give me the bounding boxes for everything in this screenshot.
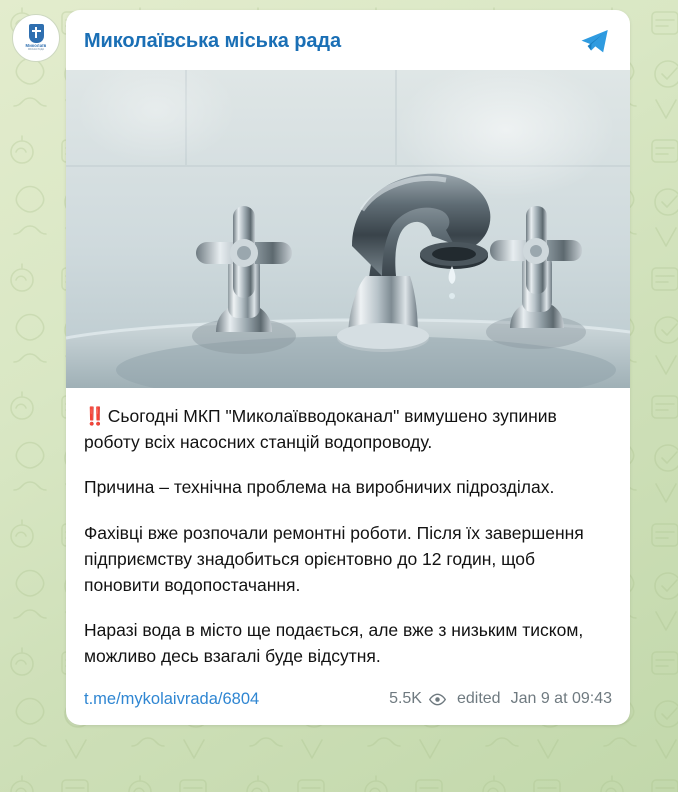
post-timestamp: Jan 9 at 09:43 — [510, 690, 612, 708]
telegram-icon[interactable] — [578, 24, 612, 58]
crest-icon — [29, 24, 44, 43]
views-count: 5.5K — [389, 690, 422, 708]
avatar — [12, 14, 60, 62]
avatar-sublabel: МІСЬКА РАДА — [28, 48, 44, 52]
channel-title[interactable]: Миколаївська міська рада — [84, 29, 341, 52]
card-header — [66, 10, 630, 70]
eye-icon — [428, 693, 447, 706]
telegram-post-card — [66, 10, 630, 725]
paragraph-4: Наразі вода в місто ще подається, але вже з низьким тиском, можливо десь взагалі буде відсутня. — [84, 620, 584, 667]
post-meta — [389, 690, 612, 708]
avatar-label: Миколаїв — [25, 42, 47, 48]
paragraph-2: Причина – технічна проблема на виробничих підрозділах. — [84, 477, 555, 498]
paragraph-3: Фахівці вже розпочали ремонтні роботи. Після їх завершення підприємству знадобиться орієнтовно до 12 годин, щоб поновити водопостачання. — [84, 523, 584, 595]
paragraph-1-text: Сьогодні МКП "Миколаївводоканал" вимушено зупинив роботу всіх насосних станцій водопроводу. — [84, 406, 557, 452]
views-counter — [389, 690, 447, 708]
paragraph-1 — [84, 404, 612, 455]
post-permalink[interactable]: t.me/mykolaivrada/6804 — [84, 689, 260, 708]
post-footer — [66, 690, 630, 725]
post-body — [66, 388, 630, 690]
edited-label: edited — [456, 690, 501, 708]
faucet-photo — [66, 70, 630, 388]
warning-icon: ‼️ — [84, 406, 105, 426]
